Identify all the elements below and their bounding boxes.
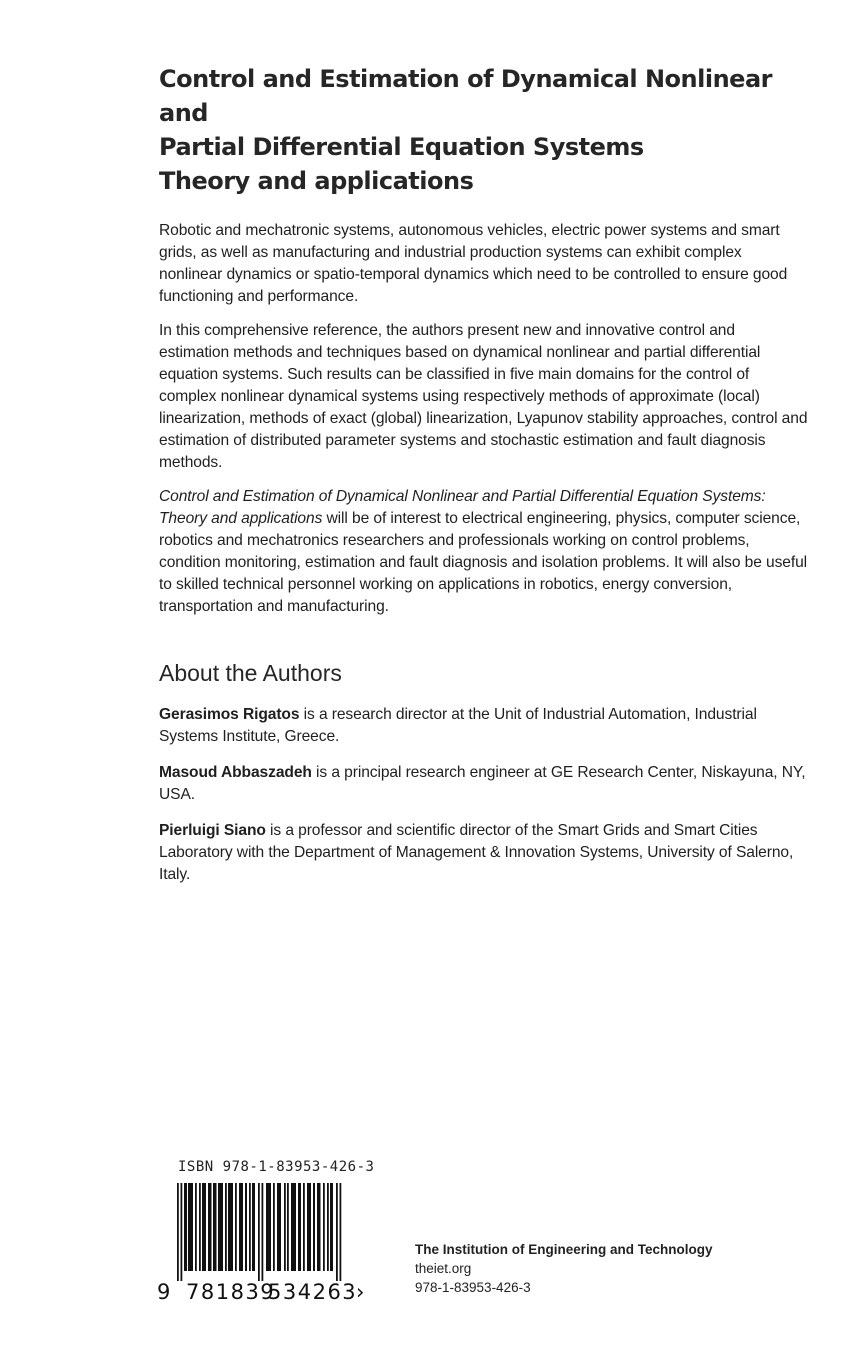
title-line-1: Control and Estimation of Dynamical Nonlinear and [159, 65, 772, 127]
description-paragraph-3 [159, 486, 809, 618]
barcode-right-digits: 534263 [268, 1280, 358, 1304]
author-bio-text: is a professor and scientific director of the Smart Grids and Smart Cities Laboratory with the Department of Management & Innovation Systems, University of Salerno, Italy. [159, 822, 794, 883]
author-bio-text: is a principal research engineer at GE Research Center, Niskayuna, NY, USA. [159, 764, 806, 803]
isbn-label: ISBN 978-1-83953-426-3 [178, 1159, 375, 1175]
barcode-arrow-icon: › [356, 1280, 365, 1304]
author-name: Pierluigi Siano [159, 822, 266, 839]
barcode-icon [177, 1183, 357, 1281]
publisher-url: theiet.org [415, 1261, 472, 1276]
title-line-2: Partial Differential Equation Systems [159, 133, 644, 161]
back-cover-content [159, 62, 809, 886]
book-title-italic: Control and Estimation of Dynamical Nonlinear and Partial Differential Equation Systems: Theory and applications [159, 488, 766, 527]
author-bio-text: is a research director at the Unit of Industrial Automation, Industrial Systems Institute, Greece. [159, 706, 757, 745]
author-name: Gerasimos Rigatos [159, 706, 300, 723]
about-authors-heading: About the Authors [159, 660, 342, 686]
description-paragraph-2: In this comprehensive reference, the authors present new and innovative control and estimation methods and techniques based on dynamical nonlinear and partial differential equation systems. Such results can be classified in five main domains for the control of complex nonlinear dynamical systems using respectively methods of approximate (local) linearization, methods of exact (global) linearization, Lyapunov stability approaches, control and estimation of distributed parameter systems and stochastic estimation and fault diagnosis methods. [159, 322, 808, 471]
author-bio [159, 820, 809, 886]
barcode-left-digits: 781839 [186, 1280, 276, 1304]
author-name: Masoud Abbaszadeh [159, 764, 312, 781]
author-bio [159, 762, 809, 806]
author-bio [159, 704, 809, 748]
barcode-first-digit: 9 [157, 1280, 171, 1304]
publisher-block [415, 1240, 713, 1297]
description-paragraph-1: Robotic and mechatronic systems, autonomous vehicles, electric power systems and smart grids, as well as manufacturing and industrial production systems can exhibit complex nonlinear dynamics or spatio-temporal dynamics which need to be controlled to ensure good functioning and performance. [159, 222, 788, 305]
book-title [159, 62, 809, 198]
description-paragraph-3-text: will be of interest to electrical engineering, physics, computer science, robotics and mechatronics researchers and professionals working on control problems, condition monitoring, estimation and fault diagnosis and isolation problems. It will also be useful to skilled technical personnel working on applications in robotics, energy conversion, transportation and manufacturing. [159, 510, 808, 615]
title-line-3: Theory and applications [159, 167, 474, 195]
publisher-name: The Institution of Engineering and Technology [415, 1242, 713, 1257]
publisher-isbn: 978-1-83953-426-3 [415, 1280, 531, 1295]
